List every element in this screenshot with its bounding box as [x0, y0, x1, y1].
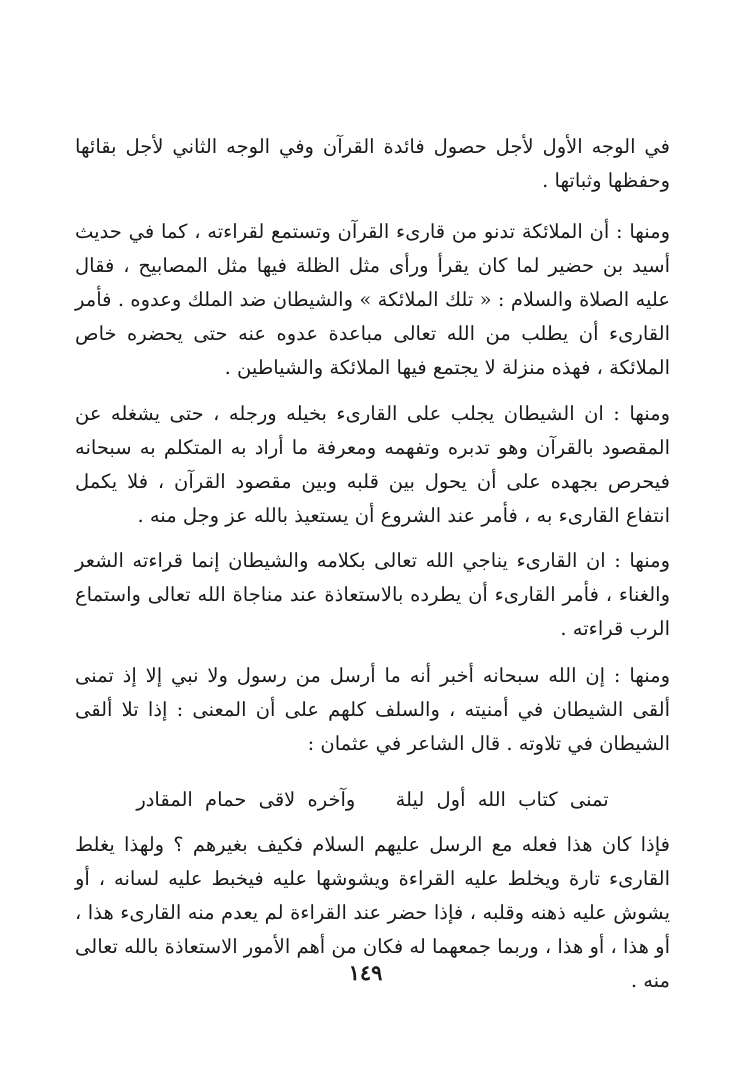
- page-number: ١٤٩: [348, 960, 383, 985]
- paragraph-3: ومنها : ان الشيطان يجلب على القارىء بخيله ورجله ، حتى يشغله عن المقصود بالقرآن وهو تدبره وتفهمه ومعرفة ما أراد به المتكلم به سبحانه فيحرص بجهده على أن يحول بين قلبه وبين مقصود القرآن ، فلا يكمل انتفاع القارىء به ، فأمر عند الشروع أن يستعيذ بالله عز وجل منه .: [75, 402, 670, 527]
- closing-paragraph: فإذا كان هذا فعله مع الرسل عليهم السلام فكيف بغيرهم ؟ ولهذا يغلط القارىء تارة ويخلط عليه القراءة ويشوشها عليه فيخبط عليه لسانه ، أو يشوش عليه ذهنه وقلبه ، فإذا حضر عند القراءة لم يعدم منه القارىء هذا ، أو هذا ، أو هذا ، وربما جمعهما له فكان من أهم الأمور الاستعاذة بالله تعالى منه .: [75, 833, 670, 992]
- poetry-verse: [75, 783, 670, 817]
- verse-first-hemistich: تمنى كتاب الله أول ليلة: [395, 788, 609, 811]
- paragraph-4: ومنها : ان القارىء يناجي الله تعالى بكلامه والشيطان إنما قراءته الشعر والغناء ، فأمر القارىء أن يطرده بالاستعاذة عند مناجاة الله تعالى واستماع الرب قراءته .: [75, 549, 670, 640]
- verse-second-hemistich: وآخره لاقى حمام المقادر: [136, 788, 356, 811]
- paragraph-5: ومنها : إن الله سبحانه أخبر أنه ما أرسل من رسول ولا نبي إلا إذ تمنى ألقى الشيطان في أمنيته ، والسلف كلهم على أن المعنى : إذا تلا ألقى الشيطان في تلاوته . قال الشاعر في عثمان :: [75, 664, 670, 755]
- paragraph-2: ومنها : أن الملائكة تدنو من قارىء القرآن وتستمع لقراءته ، كما في حديث أسيد بن حضير لما كان يقرأ ورأى مثل الظلة فيها مثل المصابيح ، فقال عليه الصلاة والسلام : « تلك الملائكة » والشيطان ضد الملك وعدوه . فأمر القارىء أن يطلب من الله تعالى مباعدة عدوه عنه حتى يحضره خاص الملائكة ، فهذه منزلة لا يجتمع فيها الملائكة والشياطين .: [75, 220, 670, 379]
- paragraph-1: في الوجه الأول لأجل حصول فائدة القرآن وفي الوجه الثاني لأجل بقائها وحفظها وثباتها .: [75, 135, 670, 192]
